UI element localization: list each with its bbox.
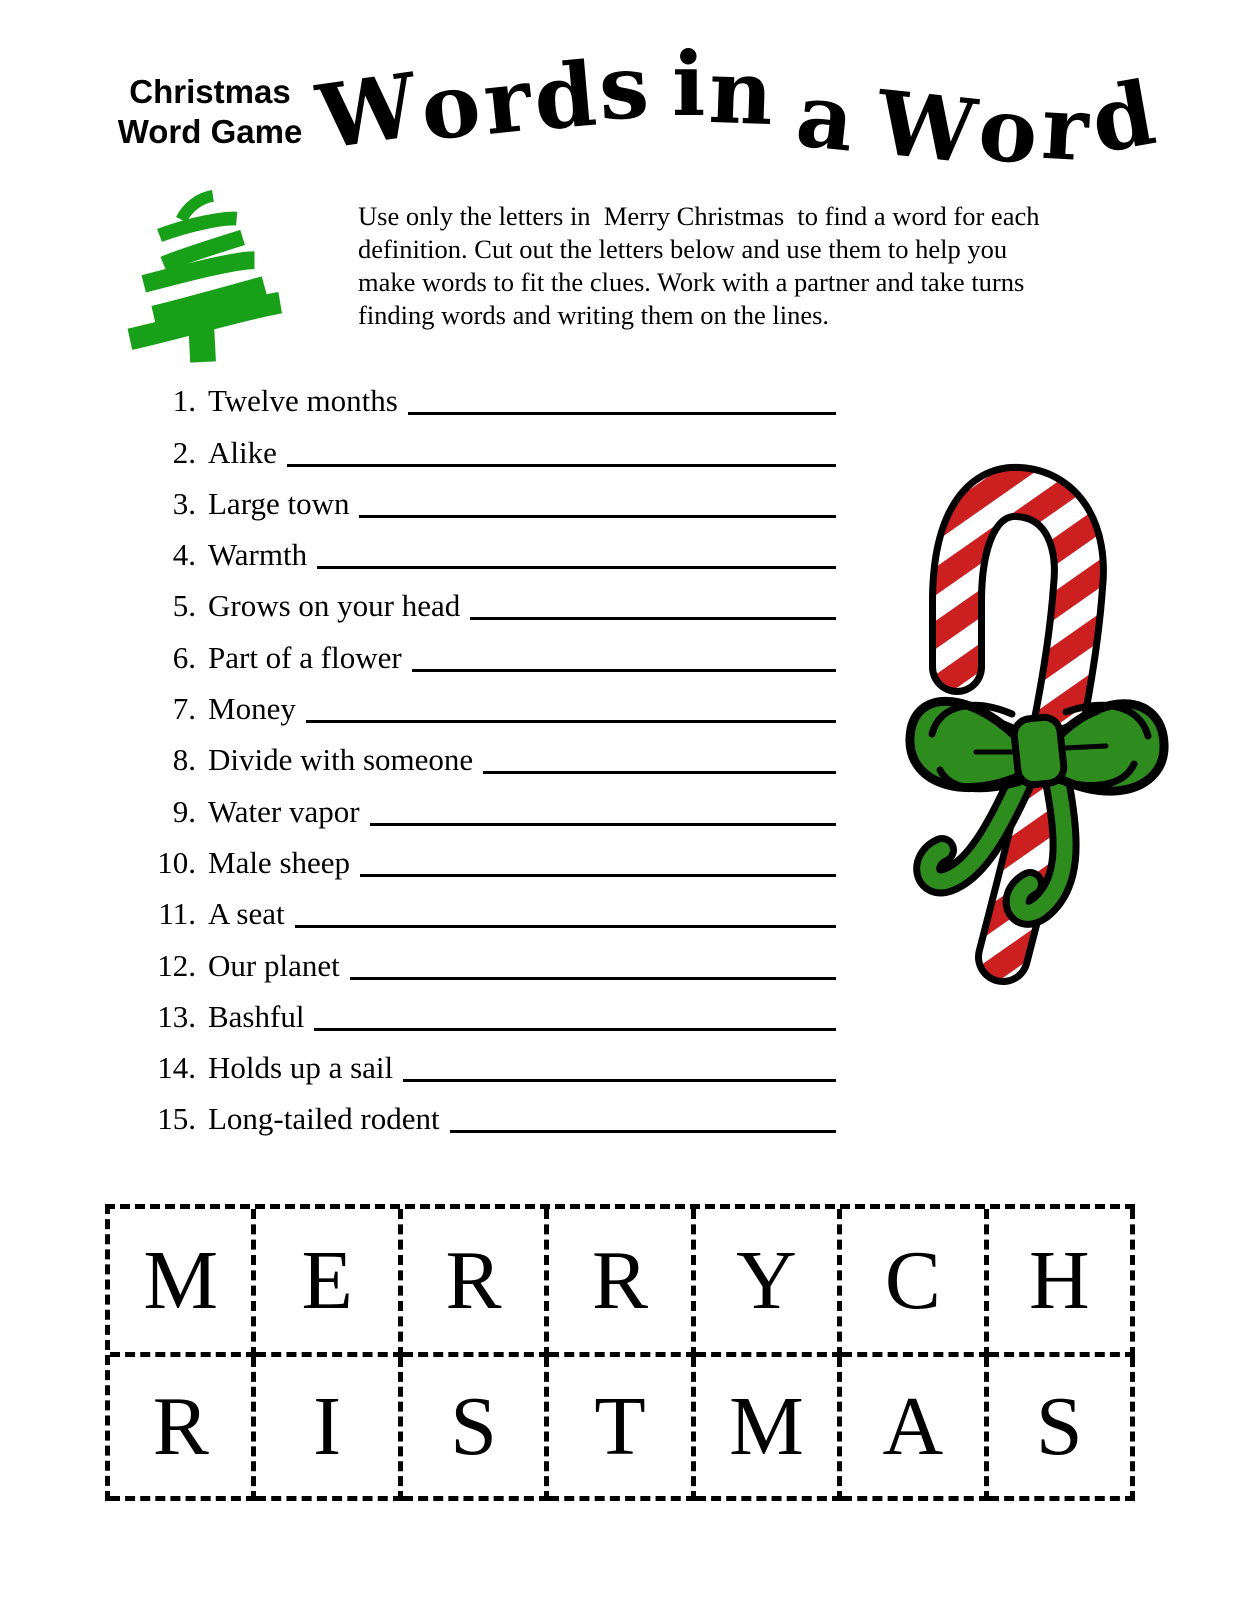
- clue-row: [150, 885, 836, 936]
- answer-line: [483, 771, 836, 774]
- clue-number: 8.: [172, 742, 196, 778]
- clue-number: 10.: [157, 844, 196, 880]
- title-letter: r: [1039, 74, 1092, 182]
- worksheet-kicker: [100, 72, 320, 152]
- title-letter: r: [478, 46, 536, 156]
- answer-line: [403, 1079, 836, 1082]
- letter-card: [549, 1357, 695, 1501]
- clue-text: Money: [208, 691, 296, 727]
- letter-card: [256, 1209, 402, 1357]
- letter-card: [696, 1357, 842, 1501]
- answer-line: [408, 412, 836, 415]
- title-letter: d: [1083, 60, 1163, 174]
- clue-text: Divide with someone: [208, 742, 474, 778]
- clue-text: Male sheep: [208, 844, 351, 880]
- letter-card-letter: A: [882, 1379, 944, 1473]
- title-letter: W: [311, 52, 424, 170]
- clue-text: Part of a flower: [208, 639, 402, 675]
- candy-cane-svg: [870, 452, 1180, 1012]
- letter-card-letter: R: [152, 1379, 209, 1473]
- clue-number: 5.: [172, 588, 196, 624]
- instructions-line: definition. Cut out the letters below and use them to help you: [358, 234, 1008, 264]
- clue-list: [150, 372, 836, 1141]
- answer-line: [470, 617, 836, 620]
- letter-card-letter: S: [450, 1379, 497, 1473]
- clue-text: Twelve months: [208, 383, 398, 419]
- title-letter: o: [414, 50, 486, 162]
- letter-card-letter: S: [1035, 1379, 1083, 1473]
- clue-row: [150, 475, 836, 526]
- clue-row: [150, 423, 836, 474]
- letter-card-row: [110, 1209, 1135, 1357]
- answer-line: [412, 669, 836, 672]
- candy-cane-with-bow-icon: [870, 452, 1180, 1012]
- letter-card-letter: Y: [736, 1233, 797, 1327]
- kicker-line-2: Word Game: [117, 113, 303, 150]
- clue-row: [150, 936, 836, 987]
- title-letter: d: [529, 41, 600, 151]
- title-letter: i: [672, 32, 706, 136]
- instructions-line: finding words and writing them on the lines.: [358, 300, 830, 330]
- title-letter: a: [791, 62, 859, 172]
- answer-line: [317, 566, 836, 569]
- christmas-tree-icon: [113, 186, 303, 364]
- christmas-tree-svg: [113, 186, 303, 364]
- clue-number: 15.: [157, 1101, 196, 1137]
- clue-number: 7.: [172, 691, 196, 727]
- clue-number: 3.: [172, 485, 196, 521]
- instructions: [358, 200, 1078, 332]
- clue-number: 12.: [157, 947, 196, 983]
- clue-text: Holds up a sail: [208, 1050, 394, 1086]
- letter-card: [842, 1209, 988, 1357]
- answer-line: [306, 720, 836, 723]
- clue-text: Large town: [208, 485, 350, 521]
- letter-card: [110, 1357, 256, 1501]
- clue-row: [150, 834, 836, 885]
- letter-card-letter: C: [884, 1233, 941, 1327]
- clue-text: Our planet: [208, 947, 340, 983]
- clue-row: [150, 526, 836, 577]
- page-title: [311, 24, 1163, 185]
- clue-row: [150, 1090, 836, 1141]
- clue-text: Warmth: [208, 537, 308, 573]
- clue-text: Long-tailed rodent: [208, 1101, 440, 1137]
- clue-text: Water vapor: [208, 793, 360, 829]
- clue-number: 14.: [157, 1050, 196, 1086]
- letter-card: [989, 1209, 1135, 1357]
- clue-number: 9.: [172, 793, 196, 829]
- answer-line: [314, 1028, 836, 1031]
- clue-number: 2.: [172, 434, 196, 470]
- letter-card: [110, 1209, 256, 1357]
- answer-line: [359, 515, 836, 518]
- answer-line: [370, 823, 836, 826]
- answer-line: [360, 874, 836, 877]
- letter-card-letter: R: [591, 1233, 648, 1327]
- letter-card-letter: I: [313, 1379, 342, 1473]
- title-letter: n: [707, 38, 776, 146]
- clue-text: Alike: [208, 434, 277, 470]
- letter-card-row: [110, 1357, 1135, 1501]
- clue-row: [150, 577, 836, 628]
- title-letter: s: [596, 33, 652, 141]
- letter-card: [696, 1209, 842, 1357]
- letter-card-letter: M: [729, 1379, 804, 1473]
- letter-card: [256, 1357, 402, 1501]
- title-letter: W: [871, 70, 981, 184]
- clue-row: [150, 628, 836, 679]
- letter-card-letter: T: [594, 1379, 646, 1473]
- clue-number: 4.: [172, 537, 196, 573]
- answer-line: [450, 1130, 836, 1133]
- kicker-line-1: Christmas: [129, 73, 291, 110]
- letter-card: [549, 1209, 695, 1357]
- clue-number: 1.: [172, 383, 196, 419]
- letter-card-letter: E: [301, 1233, 353, 1327]
- instructions-line: Use only the letters in Merry Christmas to find a word for each: [358, 201, 1040, 231]
- clue-row: [150, 1039, 836, 1090]
- clue-row: [150, 372, 836, 423]
- letter-card-letter: M: [143, 1233, 219, 1327]
- letter-card: [989, 1357, 1135, 1501]
- instructions-line: make words to fit the clues. Work with a partner and take turns: [358, 267, 1025, 297]
- clue-row: [150, 782, 836, 833]
- letter-card: [842, 1357, 988, 1501]
- clue-number: 13.: [157, 998, 196, 1034]
- clue-number: 6.: [172, 639, 196, 675]
- clue-text: Bashful: [208, 998, 305, 1034]
- clue-number: 11.: [158, 896, 196, 932]
- answer-line: [295, 925, 836, 928]
- letter-card: [403, 1357, 549, 1501]
- letter-cards-grid: [105, 1204, 1135, 1501]
- letter-card-letter: R: [445, 1233, 502, 1327]
- answer-line: [287, 464, 836, 467]
- clue-row: [150, 680, 836, 731]
- clue-row: [150, 988, 836, 1039]
- answer-line: [350, 977, 836, 980]
- clue-text: A seat: [208, 896, 285, 932]
- clue-text: Grows on your head: [208, 588, 461, 624]
- letter-card: [403, 1209, 549, 1357]
- title-letter: o: [974, 75, 1043, 185]
- letter-card-letter: H: [1028, 1233, 1090, 1327]
- clue-row: [150, 731, 836, 782]
